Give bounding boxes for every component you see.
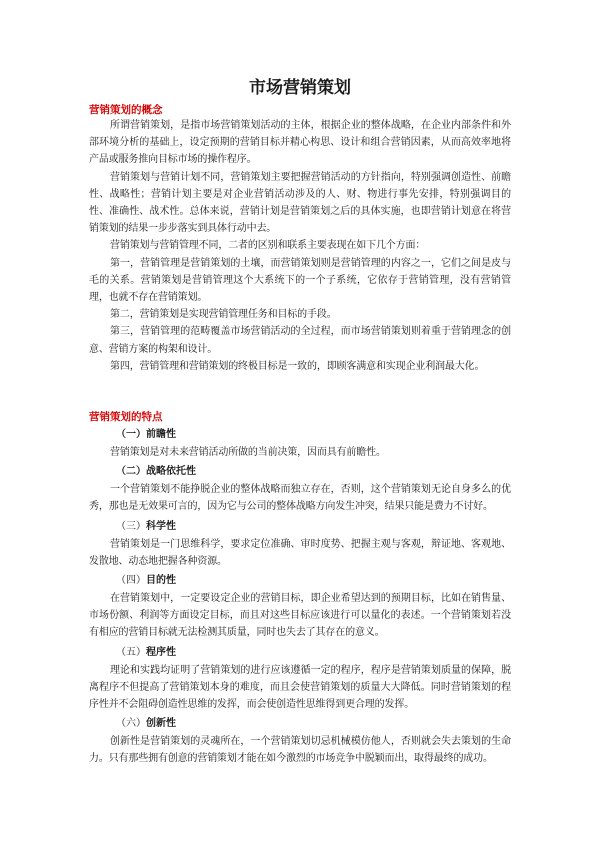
paragraph: 一个营销策划不能挣脱企业的整体战略而独立存在，否则，这个营销策划无论自身多么的优秀，那也是无效果可言的，因为它与公司的整体战略方向发生冲突，结果只能是费力不讨好。: [89, 484, 511, 513]
subheading: [89, 573, 511, 588]
subheading-name: 战略依托性: [146, 466, 196, 478]
section-spacer: [89, 375, 511, 411]
page-title: 市场营销策划: [249, 78, 351, 98]
subheading-number: （六）: [116, 718, 146, 730]
subheading-name: 科学性: [146, 520, 176, 532]
subheading: [89, 716, 511, 731]
section-heading-concept: 营销策划的概念: [89, 104, 163, 116]
document-body: [89, 104, 511, 768]
paragraph: 第三，营销管理的范畴覆盖市场营销活动的全过程，而市场营销策划则着重于营销理念的创意、营销方案的构架和设计。: [89, 326, 511, 355]
subheading-name: 创新性: [146, 718, 176, 730]
paragraph: 在营销策划中，一定要设定企业的营销目标，即企业希望达到的预期目标，比如在销售量、市场份额、利润等方面设定目标，而且对这些目标应该进行可以量化的表述。一个营销策划若没有相应的营销目标就无法检测其质量，同时也失去了其存在的意义。: [89, 593, 511, 639]
subheading-name: 前瞻性: [146, 429, 176, 441]
subheading: [89, 645, 511, 660]
paragraph: 第一，营销管理是营销策划的土壤，而营销策划则是营销管理的内容之一，它们之间是皮与毛的关系。营销策划是营销管理这个大系统下的一个子系统，它依存于营销管理，没有营销管理，也就不存在营销策划。: [89, 257, 511, 304]
paragraph: 理论和实践均证明了营销策划的进行应该遵循一定的程序，程序是营销策划质量的保障，脱离程序不但提高了营销策划本身的难度，而且会使营销策划的质量大大降低。同时营销策划的程序性并不会阻碍创造性思维的发挥，而会使创造性思维得到更合理的发挥。: [89, 664, 511, 711]
subheading: [89, 519, 511, 534]
subheading-number: （二）: [116, 466, 146, 478]
paragraph: 营销策划是对未来营销活动所做的当前决策，因而具有前瞻性。: [110, 447, 386, 459]
paragraph: 创新性是营销策划的灵魂所在，一个营销策划切忌机械模仿他人，否则就会失去策划的生命力。只有那些拥有创意的营销策划才能在如今激烈的市场竞争中脱颖而出，取得最终的成功。: [89, 736, 511, 765]
paragraph: 营销策划与营销管理不同，二者的区别和联系主要表现在如下几个方面：: [110, 240, 426, 252]
paragraph: 营销策划与营销计划不同，营销策划主要把握营销活动的方针指向，特别强调创造性、前瞻性、战略性；营销计划主要是对企业营销活动涉及的人、财、物进行事先安排，特别强调目的性、准确性、战术性。总体来说，营销计划是营销策划之后的具体实施，也即营销计划意在将营销策划的结果一步步落实到具体行动中去。: [89, 171, 511, 235]
paragraph: 第四，营销管理和营销策划的终极目标是一致的，即顾客满意和实现企业利润最大化。: [110, 360, 485, 372]
subheading: [89, 464, 511, 479]
subheading-number: （三）: [116, 520, 146, 532]
subheading-name: 程序性: [146, 646, 176, 658]
subheading-number: （五）: [116, 646, 146, 658]
paragraph: 第二，营销策划是实现营销管理任务和目标的手段。: [110, 309, 337, 321]
subheading-name: 目的性: [146, 575, 176, 587]
subheading: [89, 427, 511, 442]
section-heading-features: 营销策划的特点: [89, 411, 163, 424]
subheading-number: （四）: [116, 575, 146, 587]
subheading-number: （一）: [116, 429, 146, 441]
paragraph: 营销策划是一门思维科学，要求定位准确、审时度势、把握主观与客观，辩证地、客观地、发散地、动态地把握各种资源。: [89, 538, 511, 567]
paragraph: 所谓营销策划，是指市场营销策划活动的主体，根据企业的整体战略，在企业内部条件和外部环境分析的基础上，设定预期的营销目标并精心构思、设计和组合营销因素，从而高效率地将产品或服务推向目标市场的操作程序。: [89, 120, 511, 166]
